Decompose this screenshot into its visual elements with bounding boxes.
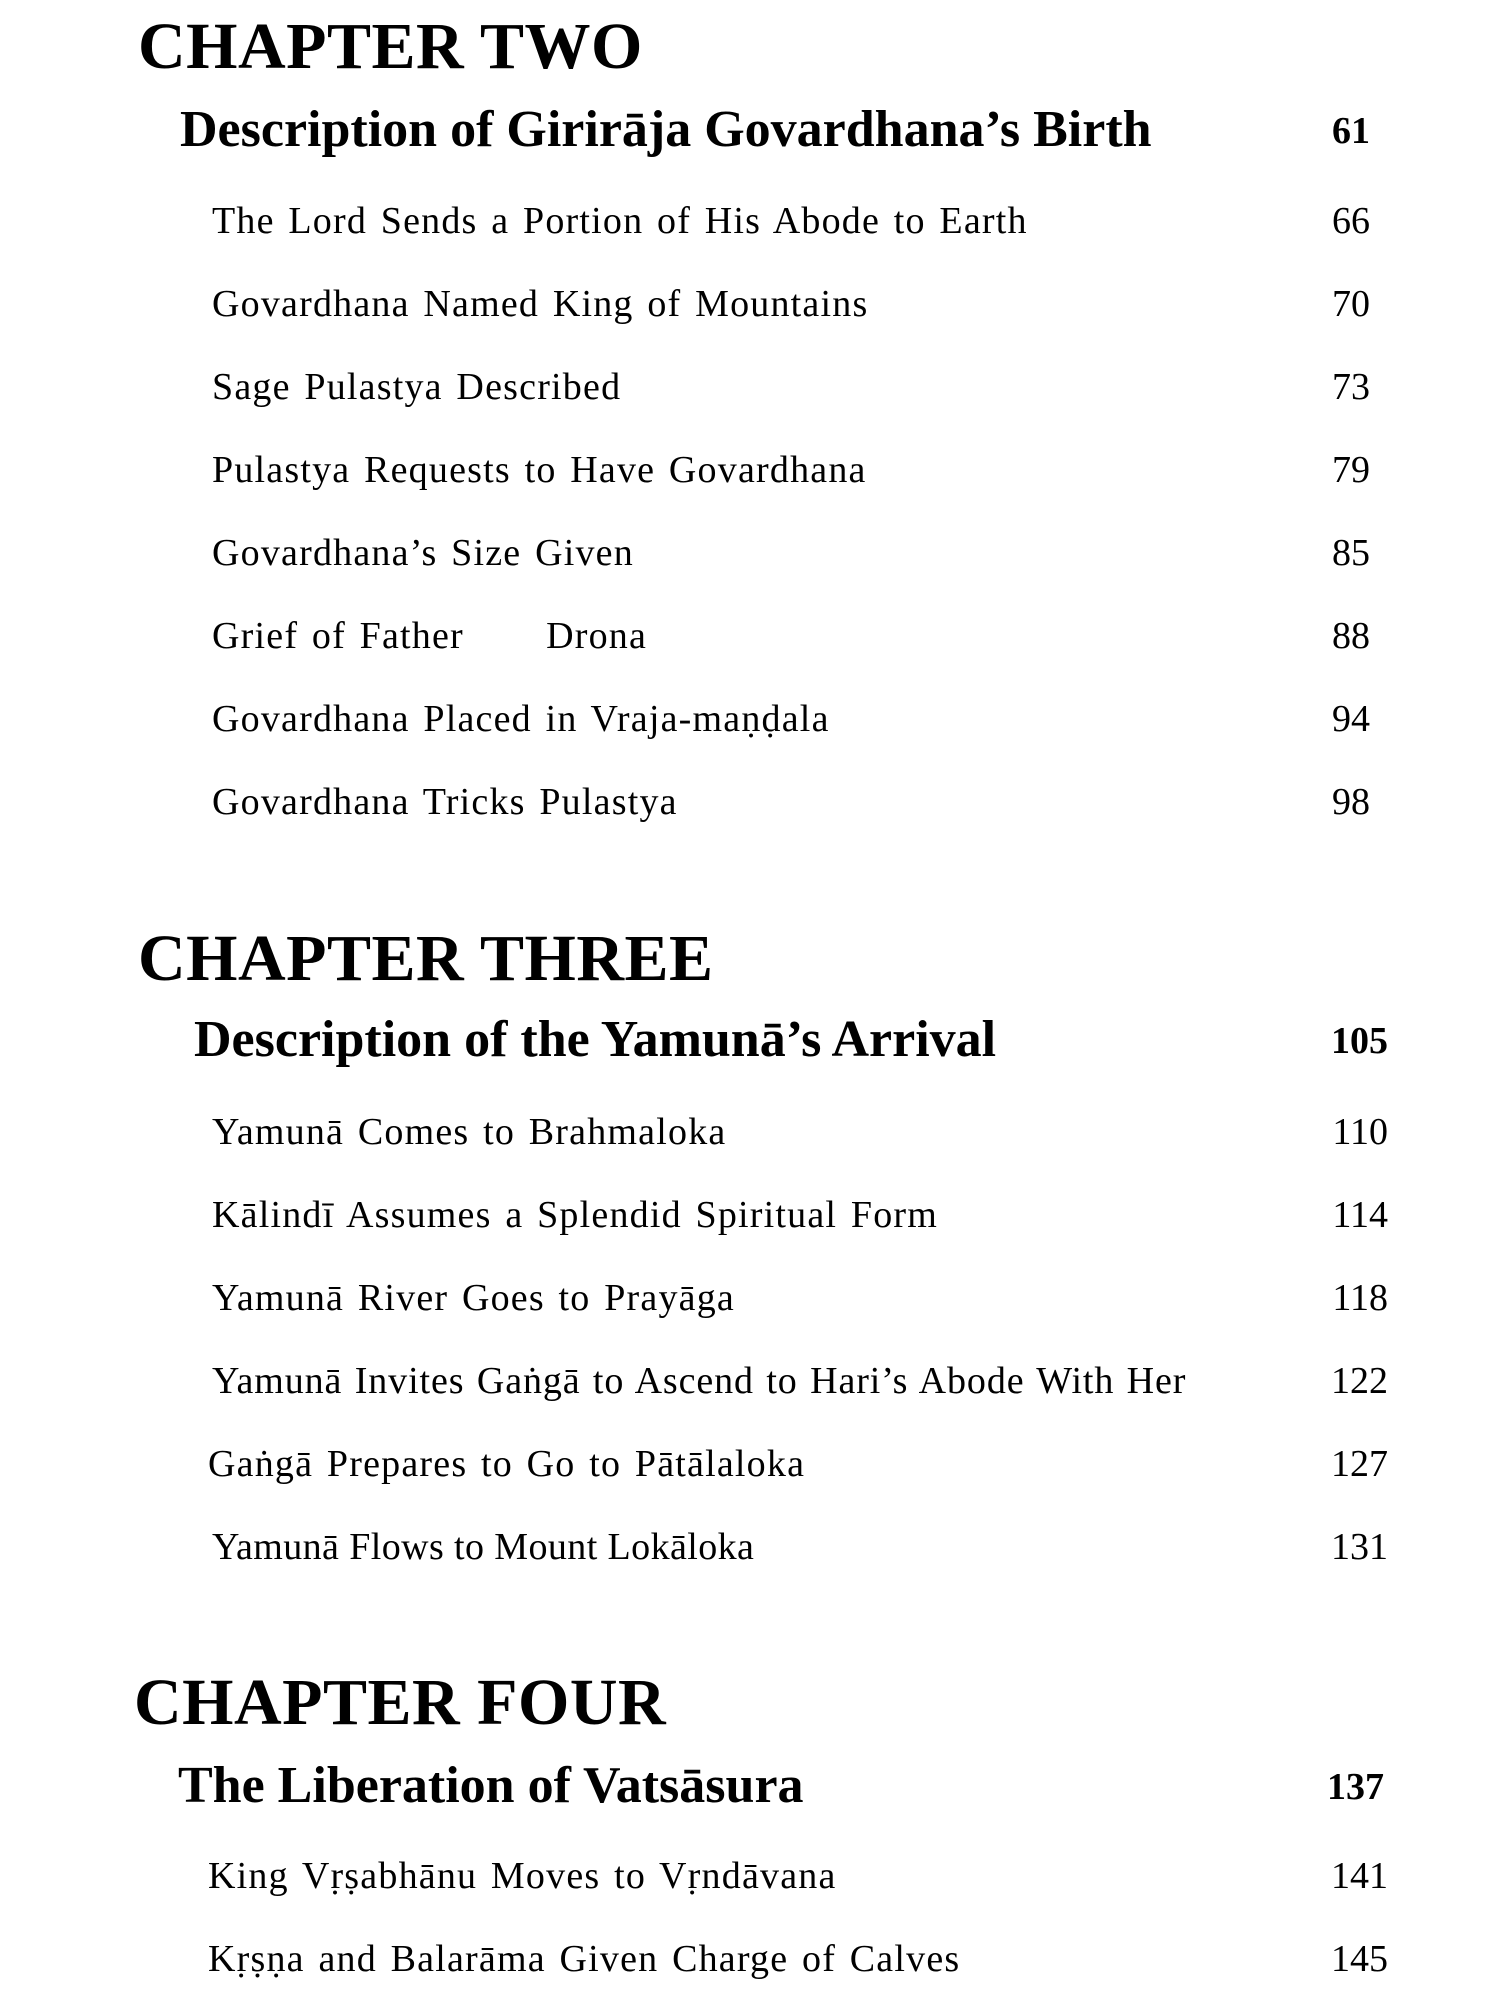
toc-entry-page: 145 — [1331, 1938, 1388, 1980]
chapter-heading: The Liberation of Vatsāsura — [178, 1757, 804, 1814]
toc-entry-page: 94 — [1332, 698, 1370, 740]
toc-entry-page: 110 — [1332, 1111, 1388, 1153]
toc-entry-title: Pulastya Requests to Have Govardhana — [212, 449, 867, 491]
toc-entry-page: 131 — [1331, 1526, 1388, 1568]
chapter-two-title: CHAPTER TWO — [138, 10, 643, 83]
toc-entry-page: 70 — [1332, 283, 1370, 325]
toc-entry-page: 122 — [1331, 1360, 1388, 1402]
chapter-three-title: CHAPTER THREE — [138, 922, 714, 995]
chapter-page-number: 137 — [1327, 1766, 1384, 1808]
toc-entry-title: Kṛṣṇa and Balarāma Given Charge of Calves — [208, 1938, 961, 1980]
toc-entry — [212, 202, 1380, 252]
chapter-two-heading-row — [180, 101, 1380, 174]
toc-entry-title: King Vṛṣabhānu Moves to Vṛndāvana — [208, 1855, 837, 1897]
toc-entry-page: 66 — [1332, 200, 1370, 242]
toc-entry-page: 79 — [1332, 449, 1370, 491]
toc-entry-title: Yamunā Comes to Brahmaloka — [212, 1111, 727, 1153]
toc-entry-page: 73 — [1332, 366, 1370, 408]
toc-entry-page: 98 — [1332, 781, 1370, 823]
toc-entry-title: Grief of Father Drona — [212, 615, 648, 657]
toc-entry — [208, 1938, 1388, 1990]
toc-entry-title: Yamunā Flows to Mount Lokāloka — [212, 1526, 755, 1568]
toc-entry-title: Govardhana Placed in Vraja-maṇḍala — [212, 698, 830, 740]
toc-entry-title: Govardhana Named King of Mountains — [212, 283, 869, 325]
chapter-four-title: CHAPTER FOUR — [134, 1666, 667, 1739]
toc-entry-title: Sage Pulastya Described — [212, 366, 622, 408]
toc-entry — [212, 617, 1380, 667]
toc-entry-page: 85 — [1332, 532, 1370, 574]
toc-entry — [208, 1855, 1388, 1907]
toc-entry — [212, 783, 1380, 833]
toc-entry — [212, 1277, 1388, 1329]
toc-entry — [208, 1443, 1388, 1495]
toc-entry-title: Govardhana Tricks Pulastya — [212, 781, 678, 823]
chapter-heading: Description of the Yamunā’s Arrival — [194, 1011, 997, 1068]
toc-entry-page: 88 — [1332, 615, 1370, 657]
toc-entry — [212, 451, 1380, 501]
toc-entry — [212, 700, 1380, 750]
chapter-heading: Description of Girirāja Govardhana’s Birth — [180, 101, 1152, 158]
toc-entry-page: 114 — [1332, 1194, 1388, 1236]
toc-entry-title: Govardhana’s Size Given — [212, 532, 634, 574]
toc-entry-page: 118 — [1332, 1277, 1388, 1319]
toc-entry-title: Yamunā Invites Gaṅgā to Ascend to Hari’s Abode With Her — [212, 1360, 1187, 1402]
toc-entry — [212, 534, 1380, 584]
toc-entry — [212, 1194, 1388, 1246]
chapter-page-number: 105 — [1331, 1020, 1388, 1062]
toc-entry-title: Kālindī Assumes a Splendid Spiritual Form — [212, 1194, 939, 1236]
toc-entry-page: 127 — [1331, 1443, 1388, 1485]
toc-entry-title: The Lord Sends a Portion of His Abode to Earth — [212, 200, 1028, 242]
chapter-page-number: 61 — [1332, 110, 1370, 152]
toc-entry-title: Gaṅgā Prepares to Go to Pātālaloka — [208, 1443, 806, 1485]
toc-entry — [212, 368, 1380, 418]
toc-entry — [212, 285, 1380, 335]
toc-entry-title: Yamunā River Goes to Prayāga — [212, 1277, 735, 1319]
toc-entry — [212, 1526, 1388, 1578]
toc-entry — [212, 1111, 1388, 1163]
chapter-four-heading-row — [178, 1757, 1384, 1830]
toc-entry-page: 141 — [1331, 1855, 1388, 1897]
toc-entry — [212, 1360, 1388, 1412]
chapter-three-heading-row — [180, 1011, 1388, 1084]
